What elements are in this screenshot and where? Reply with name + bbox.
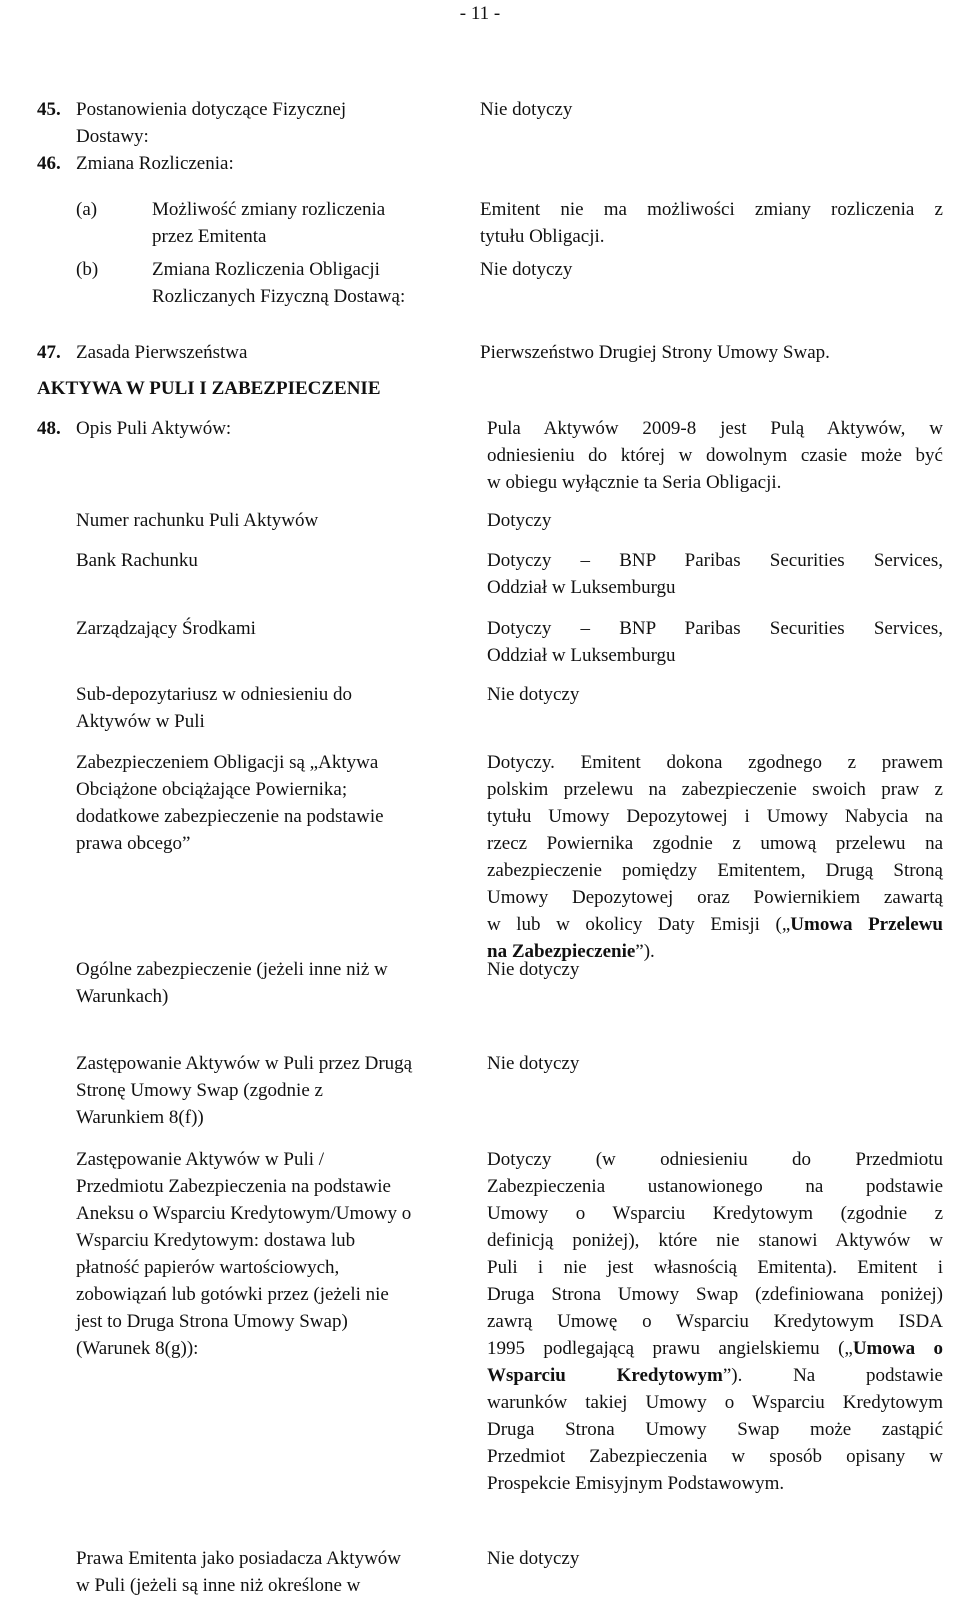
account-number-label: Numer rachunku Puli Aktywów bbox=[76, 510, 319, 531]
item-46b-value: Nie dotyczy bbox=[480, 259, 573, 280]
account-bank-label: Bank Rachunku bbox=[76, 550, 198, 571]
security-label: Zabezpieczeniem Obligacji są „Aktywa Obciążone obciążające Powiernika; dodatkowe zabezpieczenie na podstawie prawa obcego” bbox=[76, 752, 384, 854]
security-value: Dotyczy. Emitent dokona zgodnego z prawem polskim przelewu na zabezpieczenie swoich praw z tytułu Umowy Depozytowej i Umowy Nabycia na rzecz Powiernika zgodnie z umową przelewu na zabezpieczenie pomiędzy Emitentem, Drugą Stroną Umowy Depozytowej oraz Powiernikiem zawartą w lub w okolicy Daty Emisji („Umowa Przelewu na Zabezpieczenie”). bbox=[487, 752, 943, 962]
issuer-rights-value: Nie dotyczy bbox=[487, 1548, 580, 1569]
replacement-swap-label: Zastępowanie Aktywów w Puli przez Drugą Stronę Umowy Swap (zgodnie z Warunkiem 8(f)) bbox=[76, 1053, 413, 1128]
replacement-credit-label: Zastępowanie Aktywów w Puli / Przedmiotu Zabezpieczenia na podstawie Aneksu o Wsparciu Kredytowym/Umowy o Wsparciu Kredytowym: dostawa lub płatność papierów wartościowych, zobowiązań lub gotówki przez (jeżeli nie jest to Druga Strona Umowy Swap) (Warunek 8(g)): bbox=[76, 1149, 412, 1359]
item-45-number: 45. bbox=[37, 99, 61, 120]
replacement-swap-value: Nie dotyczy bbox=[487, 1053, 580, 1074]
issuer-rights-label: Prawa Emitenta jako posiadacza Aktywów w Puli (jeżeli są inne niż określone w bbox=[76, 1548, 402, 1596]
item-48-number: 48. bbox=[37, 418, 61, 439]
replacement-credit-value: Dotyczy (w odniesieniu do Przedmiotu Zabezpieczenia ustanowionego na podstawie Umowy o Wsparciu Kredytowym (zgodnie z definicją poniżej), które nie stanowi Aktywów w Puli i nie jest własnością Emitenta). Emitent i Druga Strona Umowy Swap (zdefiniowana poniżej) zawrą Umowę o Wsparciu Kredytowym ISDA 1995 podlegającą prawu angielskiemu („Umowa o Wsparciu Kredytowym”). Na podstawie warunków takiej Umowy o Wsparciu Kredytowym Druga Strona Umowy Swap może zastąpić Przedmiot Zabezpieczenia w sposób opisany w Prospekcie Emisyjnym Podstawowym. bbox=[487, 1149, 943, 1494]
item-47-label: Zasada Pierwszeństwa bbox=[76, 342, 248, 363]
item-46a-label: Możliwość zmiany rozliczenia przez Emitenta bbox=[152, 199, 386, 247]
item-48-value: Pula Aktywów 2009-8 jest Pulą Aktywów, w odniesieniu do której w dowolnym czasie może być w obiegu wyłącznie ta Seria Obligacji. bbox=[487, 418, 943, 493]
general-security-label: Ogólne zabezpieczenie (jeżeli inne niż w Warunkach) bbox=[76, 959, 388, 1007]
page-number: - 11 - bbox=[459, 3, 501, 24]
fund-manager-label: Zarządzający Środkami bbox=[76, 618, 256, 639]
item-46-label: Zmiana Rozliczenia: bbox=[76, 153, 234, 174]
item-45-value: Nie dotyczy bbox=[480, 99, 573, 120]
item-46-number: 46. bbox=[37, 153, 61, 174]
item-46a-value: Emitent nie ma możliwości zmiany rozliczenia z tytułu Obligacji. bbox=[480, 199, 943, 247]
fund-manager-value: Dotyczy – BNP Paribas Securities Services, Oddział w Luksemburgu bbox=[487, 618, 943, 666]
sub-custodian-value: Nie dotyczy bbox=[487, 684, 580, 705]
item-46b-letter: (b) bbox=[76, 259, 99, 280]
item-45-label: Postanowienia dotyczące Fizycznej Dostawy: bbox=[76, 99, 347, 147]
account-number-value: Dotyczy bbox=[487, 510, 552, 531]
item-46b-label: Zmiana Rozliczenia Obligacji Rozliczanych Fizyczną Dostawą: bbox=[152, 259, 406, 307]
section-heading: AKTYWA W PULI I ZABEZPIECZENIE bbox=[37, 378, 381, 399]
general-security-value: Nie dotyczy bbox=[487, 959, 580, 980]
account-bank-value: Dotyczy – BNP Paribas Securities Services, Oddział w Luksemburgu bbox=[487, 550, 943, 598]
item-48-label: Opis Puli Aktywów: bbox=[76, 418, 232, 439]
item-47-value: Pierwszeństwo Drugiej Strony Umowy Swap. bbox=[480, 342, 830, 363]
item-47-number: 47. bbox=[37, 342, 61, 363]
sub-custodian-label: Sub-depozytariusz w odniesieniu do Aktywów w Puli bbox=[76, 684, 352, 732]
item-46a-letter: (a) bbox=[76, 199, 98, 220]
